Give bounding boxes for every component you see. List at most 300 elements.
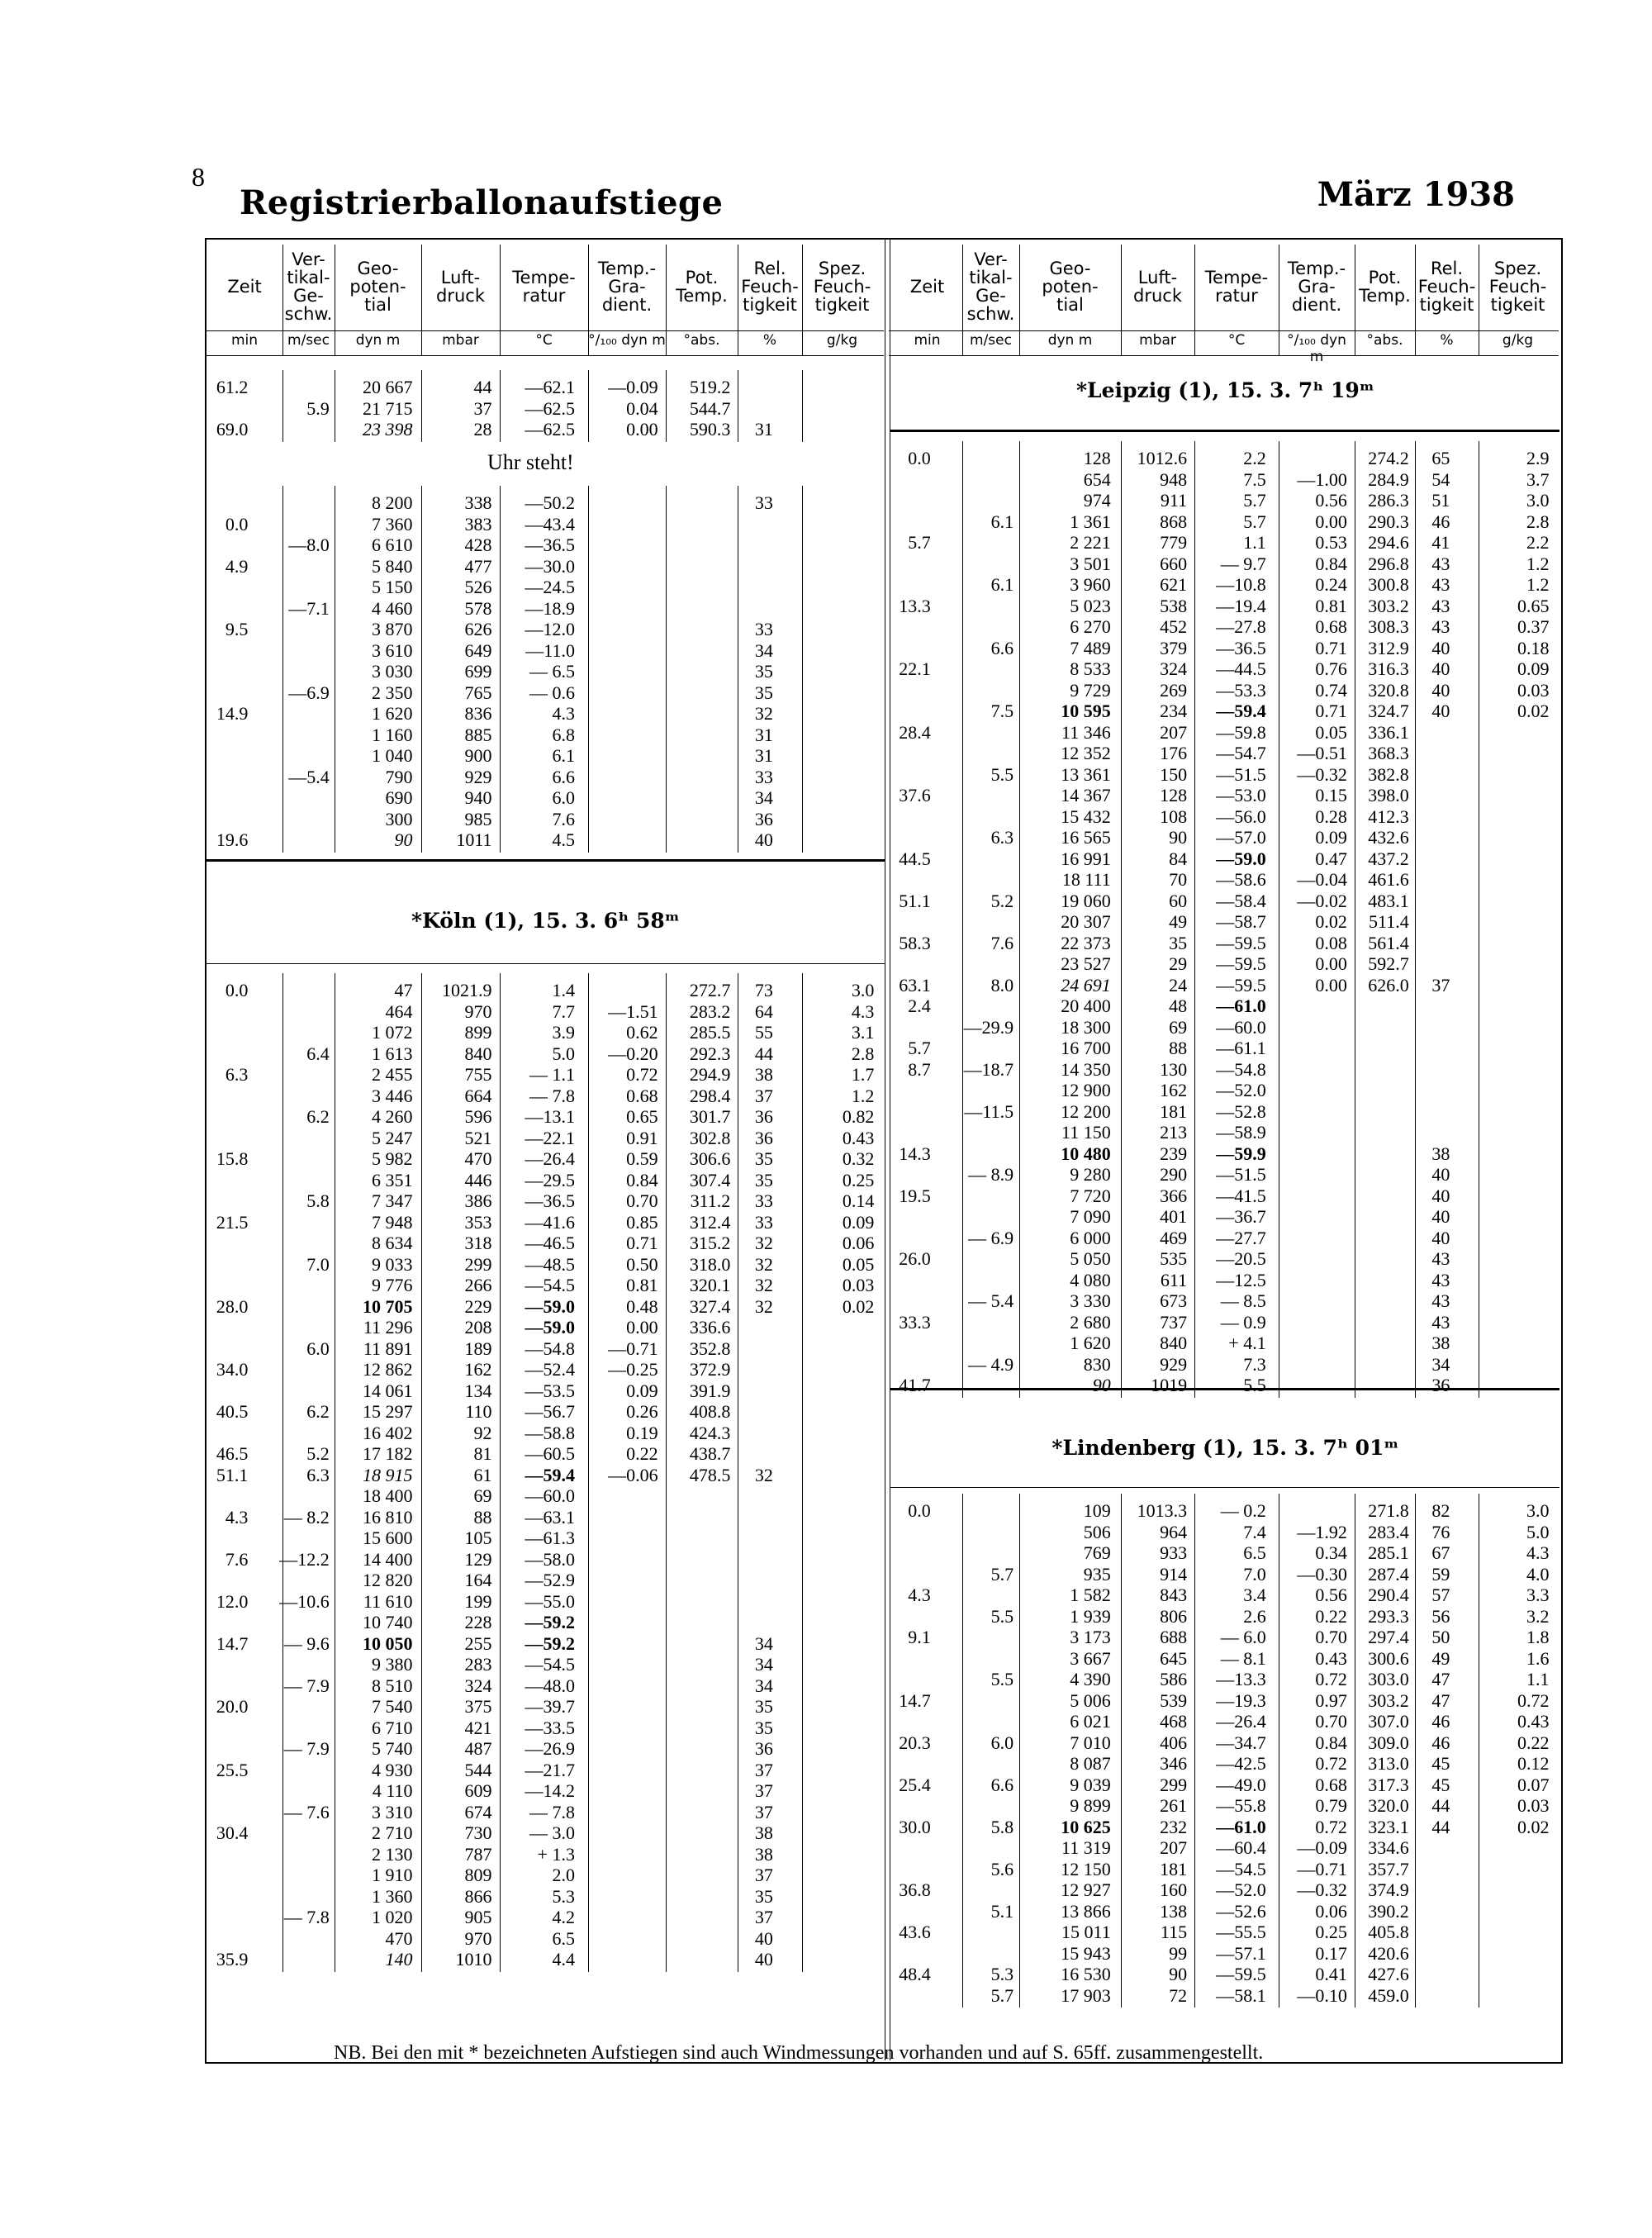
- leipzig-luftdruck: 737: [1160, 1311, 1188, 1333]
- leipzig-row: [0, 743, 1652, 763]
- left-mid-geopot: 90: [394, 829, 413, 850]
- leipzig-geopot: 974: [1083, 490, 1111, 511]
- koeln-geopot: 7 347: [372, 1190, 413, 1211]
- koeln-pot: 336.6: [689, 1317, 731, 1338]
- lindenberg-relf: 47: [1431, 1669, 1450, 1689]
- left-mid-luftdruck: 885: [464, 724, 492, 745]
- leipzig-luftdruck: 239: [1160, 1143, 1188, 1164]
- koeln-temp: — 7.8: [529, 1801, 575, 1822]
- leipzig-temp: — 0.9: [1220, 1311, 1266, 1333]
- koeln-relf: 64: [754, 1000, 773, 1022]
- page-month: März 1938: [1317, 175, 1515, 214]
- koeln-temp: 4.4: [552, 1949, 575, 1970]
- left-mid-luftdruck: 526: [464, 577, 492, 597]
- koeln-temp: —54.5: [525, 1275, 575, 1295]
- left-mid-temp: 6.6: [552, 766, 575, 787]
- koeln-relf: 73: [754, 980, 773, 1000]
- left-unit-relf: %: [762, 332, 777, 349]
- koeln-pot: 372.9: [689, 1359, 731, 1380]
- leipzig-pot: 316.3: [1368, 658, 1409, 679]
- leipzig-geopot: 6 000: [1070, 1227, 1111, 1248]
- lindenberg-row: [0, 1500, 1652, 1521]
- leipzig-relf: 43: [1431, 1269, 1450, 1290]
- koeln-temp: —54.8: [525, 1338, 575, 1359]
- koeln-geopot: 1 020: [372, 1907, 413, 1927]
- lindenberg-temp: — 8.1: [1220, 1647, 1266, 1669]
- lindenberg-gradient: 0.68: [1315, 1774, 1347, 1795]
- koeln-geopot: 9 776: [372, 1275, 413, 1295]
- lindenberg-luftdruck: 299: [1160, 1774, 1188, 1795]
- leipzig-temp: —53.0: [1216, 785, 1266, 805]
- leipzig-luftdruck: 401: [1160, 1206, 1188, 1227]
- leipzig-row: [0, 785, 1652, 805]
- lindenberg-relf: 67: [1431, 1542, 1450, 1563]
- koeln-relf: 35: [754, 1148, 773, 1169]
- leipzig-spezf: 0.02: [1517, 701, 1550, 721]
- leipzig-luftdruck: 929: [1160, 1353, 1188, 1375]
- leipzig-luftdruck: 779: [1160, 532, 1188, 553]
- leipzig-gradient: 0.02: [1315, 911, 1347, 932]
- leipzig-gradient: 0.28: [1315, 805, 1347, 827]
- koeln-geopot: 5 247: [372, 1127, 413, 1148]
- leipzig-gradient: 0.00: [1315, 974, 1347, 995]
- koeln-luftdruck: 1010: [455, 1949, 492, 1970]
- left-mid-geopot: 5 150: [372, 577, 413, 597]
- left-top-zeit: 61.2: [216, 377, 249, 397]
- koeln-vert: — 7.8: [283, 1907, 330, 1927]
- lindenberg-relf: 44: [1431, 1816, 1450, 1837]
- left-mid-temp: 4.5: [552, 829, 575, 850]
- page-number: 8: [192, 162, 205, 192]
- koeln-geopot: 16 810: [363, 1506, 413, 1528]
- koeln-relf: 38: [754, 1822, 773, 1843]
- koeln-geopot: 12 820: [363, 1570, 413, 1590]
- koeln-temp: —58.0: [525, 1548, 575, 1570]
- koeln-luftdruck: 866: [464, 1885, 492, 1907]
- leipzig-temp: —54.8: [1216, 1058, 1266, 1080]
- left-header-vert: Ver- tikal- Ge- schw.: [284, 249, 333, 324]
- leipzig-row: [0, 1270, 1652, 1290]
- lindenberg-geopot: 3 667: [1070, 1647, 1111, 1669]
- lindenberg-temp: —49.0: [1216, 1774, 1266, 1795]
- leipzig-row: [0, 1186, 1652, 1206]
- leipzig-geopot: 8 533: [1070, 658, 1111, 679]
- leipzig-gradient: —0.51: [1297, 743, 1347, 763]
- koeln-temp: —60.0: [525, 1485, 575, 1506]
- lindenberg-pot: 313.0: [1368, 1753, 1409, 1774]
- leipzig-vert: 7.6: [990, 932, 1014, 953]
- leipzig-zeit: 26.0: [899, 1248, 931, 1269]
- lindenberg-luftdruck: 261: [1160, 1795, 1188, 1816]
- koeln-zeit: 7.6: [225, 1548, 249, 1570]
- leipzig-temp: —60.0: [1216, 1016, 1266, 1038]
- leipzig-row: [0, 532, 1652, 553]
- lindenberg-row: [0, 1922, 1652, 1942]
- leipzig-pot: 308.3: [1368, 616, 1409, 637]
- left-top-geopot: 20 667: [363, 377, 413, 397]
- koeln-geopot: 10 740: [363, 1612, 413, 1632]
- leipzig-luftdruck: 35: [1169, 932, 1188, 953]
- koeln-temp: —58.8: [525, 1422, 575, 1443]
- koeln-geopot: 11 891: [363, 1338, 413, 1359]
- left-mid-relf: 34: [754, 787, 773, 808]
- koeln-temp: —59.2: [525, 1632, 575, 1654]
- lindenberg-gradient: 0.25: [1315, 1922, 1347, 1942]
- left-mid-luftdruck: 985: [464, 808, 492, 829]
- koeln-luftdruck: 730: [464, 1822, 492, 1843]
- koeln-temp: —52.4: [525, 1359, 575, 1380]
- leipzig-temp: 1.1: [1243, 532, 1266, 553]
- left-mid-geopot: 1 040: [372, 745, 413, 766]
- lindenberg-spezf: 0.43: [1517, 1711, 1550, 1732]
- lindenberg-gradient: 0.22: [1315, 1605, 1347, 1627]
- leipzig-row: [0, 806, 1652, 827]
- koeln-luftdruck: 110: [465, 1401, 492, 1422]
- koeln-zeit: 30.4: [216, 1822, 249, 1843]
- leipzig-row: [0, 891, 1652, 911]
- left-mid-temp: 7.6: [552, 808, 575, 829]
- leipzig-gradient: 0.84: [1315, 553, 1347, 574]
- leipzig-relf: 43: [1431, 553, 1450, 574]
- koeln-temp: —21.7: [525, 1759, 575, 1780]
- lindenberg-pot: 303.2: [1368, 1689, 1409, 1711]
- leipzig-geopot: 6 270: [1070, 616, 1111, 637]
- koeln-luftdruck: 228: [464, 1612, 492, 1632]
- lindenberg-zeit: 14.7: [899, 1689, 931, 1711]
- leipzig-geopot: 20 307: [1061, 911, 1111, 932]
- left-mid-geopot: 2 350: [372, 682, 413, 703]
- leipzig-luftdruck: 130: [1160, 1058, 1188, 1080]
- leipzig-geopot: 2 680: [1070, 1311, 1111, 1333]
- koeln-temp: 2.0: [552, 1865, 575, 1885]
- left-mid-zeit: 9.5: [225, 619, 249, 639]
- leipzig-geopot: 11 150: [1061, 1122, 1111, 1143]
- leipzig-pot: 324.7: [1368, 701, 1409, 721]
- lindenberg-gradient: 0.72: [1315, 1816, 1347, 1837]
- lindenberg-geopot: 10 625: [1061, 1816, 1111, 1837]
- lindenberg-row: [0, 1837, 1652, 1858]
- koeln-geopot: 14 400: [363, 1548, 413, 1570]
- leipzig-relf: 40: [1431, 1164, 1450, 1185]
- page-title: Registrierballonaufstiege: [240, 183, 724, 222]
- koeln-luftdruck: 162: [464, 1359, 492, 1380]
- leipzig-row: [0, 827, 1652, 848]
- koeln-zeit: 20.0: [216, 1696, 249, 1717]
- leipzig-luftdruck: 948: [1160, 468, 1188, 490]
- leipzig-geopot: 1 620: [1070, 1333, 1111, 1353]
- koeln-geopot: 15 297: [363, 1401, 413, 1422]
- koeln-luftdruck: 61: [473, 1464, 492, 1485]
- lindenberg-pot: 357.7: [1368, 1858, 1409, 1879]
- leipzig-gradient: 0.15: [1315, 785, 1347, 805]
- left-mid-luftdruck: 578: [464, 597, 492, 619]
- leipzig-pot: 592.7: [1368, 953, 1409, 974]
- lindenberg-pot: 293.3: [1368, 1605, 1409, 1627]
- lindenberg-pot: 290.4: [1368, 1585, 1409, 1605]
- leipzig-pot: 312.9: [1368, 637, 1409, 658]
- lindenberg-luftdruck: 645: [1160, 1647, 1188, 1669]
- lindenberg-temp: —42.5: [1216, 1753, 1266, 1774]
- leipzig-luftdruck: 673: [1160, 1290, 1188, 1311]
- lindenberg-spezf: 0.22: [1517, 1732, 1550, 1753]
- lindenberg-temp: —19.3: [1216, 1689, 1266, 1711]
- koeln-luftdruck: 1021.9: [442, 980, 492, 1000]
- left-mid-luftdruck: 900: [464, 745, 492, 766]
- leipzig-spezf: 0.65: [1517, 595, 1550, 616]
- left-top-pot: 519.2: [689, 377, 731, 397]
- left-unit-zeit: min: [230, 332, 259, 349]
- lindenberg-temp: 7.0: [1243, 1563, 1266, 1585]
- leipzig-gradient: 0.81: [1315, 595, 1347, 616]
- right-header-temp: Tempe- ratur: [1204, 268, 1269, 306]
- koeln-gradient: 0.84: [626, 1169, 658, 1190]
- leipzig-geopot: 14 350: [1061, 1058, 1111, 1080]
- koeln-geopot: 14 061: [363, 1380, 413, 1401]
- left-mid-relf: 32: [754, 703, 773, 724]
- leipzig-spezf: 0.09: [1517, 658, 1550, 679]
- leipzig-geopot: 654: [1083, 468, 1111, 490]
- koeln-temp: 5.3: [552, 1885, 575, 1907]
- leipzig-spezf: 0.37: [1517, 616, 1550, 637]
- koeln-luftdruck: 386: [464, 1190, 492, 1211]
- leipzig-row: [0, 469, 1652, 490]
- lindenberg-geopot: 11 319: [1061, 1837, 1111, 1858]
- koeln-temp: 4.2: [552, 1907, 575, 1927]
- leipzig-spezf: 0.03: [1517, 679, 1550, 701]
- leipzig-zeit: 63.1: [899, 974, 931, 995]
- leipzig-vert: 6.3: [990, 827, 1014, 848]
- lindenberg-pot: 427.6: [1368, 1964, 1409, 1984]
- lindenberg-relf: 50: [1431, 1627, 1450, 1647]
- koeln-geopot: 6 710: [372, 1717, 413, 1738]
- right-unit-luftdruck: mbar: [1139, 332, 1176, 349]
- leipzig-luftdruck: 48: [1169, 995, 1188, 1016]
- right-header-zeit: Zeit: [909, 277, 945, 297]
- leipzig-temp: —10.8: [1216, 574, 1266, 595]
- lindenberg-spezf: 4.3: [1526, 1542, 1550, 1563]
- left-mid-temp: —30.0: [525, 555, 575, 577]
- koeln-geopot: 1 613: [372, 1043, 413, 1064]
- koeln-luftdruck: 324: [464, 1675, 492, 1696]
- koeln-pot: 294.9: [689, 1064, 731, 1085]
- leipzig-pot: 320.8: [1368, 679, 1409, 701]
- lindenberg-pot: 320.0: [1368, 1795, 1409, 1816]
- leipzig-gradient: —0.04: [1297, 869, 1347, 890]
- lindenberg-row: [0, 1879, 1652, 1900]
- lindenberg-pot: 271.8: [1368, 1500, 1409, 1521]
- leipzig-geopot: 9 280: [1070, 1164, 1111, 1185]
- left-header-temp: Tempe- ratur: [512, 268, 576, 306]
- leipzig-row: [0, 933, 1652, 953]
- leipzig-vert: 6.1: [990, 511, 1014, 532]
- lindenberg-geopot: 4 390: [1070, 1669, 1111, 1689]
- lindenberg-gradient: —0.09: [1297, 1837, 1347, 1858]
- lindenberg-geopot: 5 006: [1070, 1689, 1111, 1711]
- koeln-luftdruck: 189: [464, 1338, 492, 1359]
- leipzig-geopot: 9 729: [1070, 679, 1111, 701]
- lindenberg-zeit: 48.4: [899, 1964, 931, 1984]
- lindenberg-luftdruck: 72: [1169, 1984, 1188, 2006]
- leipzig-pot: 437.2: [1368, 848, 1409, 869]
- leipzig-luftdruck: 1012.6: [1137, 448, 1188, 468]
- lindenberg-relf: 59: [1431, 1563, 1450, 1585]
- koeln-spezf: 0.32: [842, 1148, 875, 1169]
- koeln-luftdruck: 470: [464, 1148, 492, 1169]
- leipzig-gradient: 0.56: [1315, 490, 1347, 511]
- left-top-zeit: 69.0: [216, 419, 249, 440]
- koeln-geopot: 4 930: [372, 1759, 413, 1780]
- koeln-vert: — 7.9: [283, 1738, 330, 1759]
- leipzig-geopot: 3 960: [1070, 574, 1111, 595]
- koeln-luftdruck: 609: [464, 1780, 492, 1801]
- leipzig-geopot: 20 400: [1061, 995, 1111, 1016]
- lindenberg-luftdruck: 232: [1160, 1816, 1188, 1837]
- lindenberg-geopot: 506: [1083, 1521, 1111, 1542]
- leipzig-luftdruck: 70: [1169, 869, 1188, 890]
- left-mid-luftdruck: 626: [464, 619, 492, 639]
- leipzig-row: [0, 1038, 1652, 1058]
- left-mid-temp: —50.2: [525, 492, 575, 513]
- lindenberg-geopot: 12 150: [1061, 1858, 1111, 1879]
- lindenberg-spezf: 5.0: [1526, 1521, 1550, 1542]
- lindenberg-gradient: 0.41: [1315, 1964, 1347, 1984]
- left-mid-temp: —43.4: [525, 513, 575, 535]
- koeln-luftdruck: 283: [464, 1654, 492, 1675]
- koeln-luftdruck: 255: [464, 1632, 492, 1654]
- leipzig-geopot: 1 361: [1070, 511, 1111, 532]
- lindenberg-relf: 76: [1431, 1521, 1450, 1542]
- lindenberg-pot: 285.1: [1368, 1542, 1409, 1563]
- leipzig-luftdruck: 379: [1160, 637, 1188, 658]
- koeln-geopot: 7 540: [372, 1696, 413, 1717]
- lindenberg-vert: 5.7: [990, 1563, 1014, 1585]
- leipzig-temp: —58.6: [1216, 869, 1266, 890]
- lindenberg-gradient: 0.79: [1315, 1795, 1347, 1816]
- left-mid-luftdruck: 940: [464, 787, 492, 808]
- koeln-spezf: 1.7: [851, 1064, 875, 1085]
- leipzig-row: [0, 490, 1652, 511]
- left-mid-geopot: 790: [385, 766, 413, 787]
- koeln-luftdruck: 544: [464, 1759, 492, 1780]
- lindenberg-geopot: 1 582: [1070, 1585, 1111, 1605]
- lindenberg-row: [0, 1648, 1652, 1669]
- left-top-geopot: 21 715: [363, 397, 413, 419]
- leipzig-luftdruck: 621: [1160, 574, 1188, 595]
- leipzig-luftdruck: 366: [1160, 1185, 1188, 1206]
- lindenberg-geopot: 1 939: [1070, 1605, 1111, 1627]
- koeln-temp: —29.5: [525, 1169, 575, 1190]
- left-unit-pot: °abs.: [683, 332, 720, 349]
- leipzig-row: [0, 574, 1652, 595]
- left-mid-relf: 31: [754, 745, 773, 766]
- leipzig-vert: 8.0: [990, 974, 1014, 995]
- koeln-geopot: 1 360: [372, 1885, 413, 1907]
- leipzig-row: [0, 848, 1652, 869]
- koeln-zeit: 12.0: [216, 1590, 249, 1612]
- leipzig-pot: 511.4: [1369, 911, 1409, 932]
- left-header-relf: Rel. Feuch- tigkeit: [741, 259, 799, 315]
- leipzig-row: [0, 1059, 1652, 1080]
- leipzig-relf: 43: [1431, 1311, 1450, 1333]
- koeln-relf: 38: [754, 1843, 773, 1865]
- koeln-vert: — 7.9: [283, 1675, 330, 1696]
- lindenberg-luftdruck: 90: [1169, 1964, 1188, 1984]
- left-top-vert: 5.9: [306, 397, 330, 419]
- leipzig-geopot: 18 111: [1061, 869, 1111, 890]
- lindenberg-row: [0, 1753, 1652, 1774]
- koeln-geopot: 9 380: [372, 1654, 413, 1675]
- leipzig-gradient: 0.05: [1315, 721, 1347, 743]
- lindenberg-spezf: 3.3: [1526, 1585, 1550, 1605]
- leipzig-temp: 7.5: [1243, 468, 1266, 490]
- left-mid-geopot: 1 620: [372, 703, 413, 724]
- leipzig-gradient: 0.47: [1315, 848, 1347, 869]
- koeln-temp: — 3.0: [529, 1822, 575, 1843]
- left-mid-geopot: 4 460: [372, 597, 413, 619]
- left-mid-relf: 33: [754, 766, 773, 787]
- leipzig-luftdruck: 24: [1169, 974, 1188, 995]
- left-mid-luftdruck: 699: [464, 661, 492, 682]
- lindenberg-gradient: —0.30: [1297, 1563, 1347, 1585]
- left-mid-geopot: 5 840: [372, 555, 413, 577]
- lindenberg-relf: 47: [1431, 1689, 1450, 1711]
- koeln-luftdruck: 318: [464, 1233, 492, 1253]
- leipzig-row: [0, 1248, 1652, 1269]
- koeln-vert: 5.8: [306, 1190, 330, 1211]
- leipzig-relf: 54: [1431, 468, 1450, 490]
- koeln-zeit: 4.3: [225, 1506, 249, 1528]
- lindenberg-geopot: 13 866: [1061, 1900, 1111, 1922]
- leipzig-luftdruck: 181: [1160, 1100, 1188, 1122]
- koeln-geopot: 8 634: [372, 1233, 413, 1253]
- koeln-luftdruck: 353: [464, 1211, 492, 1233]
- leipzig-temp: —27.7: [1216, 1227, 1266, 1248]
- lindenberg-pot: 323.1: [1368, 1816, 1409, 1837]
- lindenberg-luftdruck: 586: [1160, 1669, 1188, 1689]
- leipzig-geopot: 11 346: [1061, 721, 1111, 743]
- koeln-geopot: 140: [385, 1949, 413, 1970]
- leipzig-geopot: 3 501: [1070, 553, 1111, 574]
- koeln-luftdruck: 787: [464, 1843, 492, 1865]
- left-mid-geopot: 7 360: [372, 513, 413, 535]
- lindenberg-row: [0, 1985, 1652, 2006]
- leipzig-row: [0, 1290, 1652, 1311]
- lindenberg-row: [0, 1711, 1652, 1732]
- koeln-luftdruck: 899: [464, 1022, 492, 1043]
- lindenberg-temp: 7.4: [1243, 1521, 1266, 1542]
- koeln-geopot: 15 600: [363, 1528, 413, 1548]
- right-unit-temp: °C: [1227, 332, 1246, 349]
- koeln-temp: —48.0: [525, 1675, 575, 1696]
- koeln-temp: — 7.8: [529, 1085, 575, 1106]
- left-top-temp: —62.5: [525, 419, 575, 440]
- leipzig-vert: — 8.9: [968, 1164, 1014, 1185]
- lindenberg-spezf: 0.72: [1517, 1689, 1550, 1711]
- lindenberg-geopot: 8 087: [1070, 1753, 1111, 1774]
- koeln-spezf: 3.1: [851, 1022, 875, 1043]
- koeln-temp: —63.1: [525, 1506, 575, 1528]
- lindenberg-gradient: 0.70: [1315, 1627, 1347, 1647]
- koeln-luftdruck: 229: [464, 1295, 492, 1317]
- left-mid-relf: 35: [754, 661, 773, 682]
- koeln-pot: 318.0: [689, 1253, 731, 1275]
- leipzig-temp: —54.7: [1216, 743, 1266, 763]
- koeln-vert: —12.2: [279, 1548, 330, 1570]
- koeln-relf: 36: [754, 1738, 773, 1759]
- lindenberg-geopot: 109: [1083, 1500, 1111, 1521]
- leipzig-row: [0, 1164, 1652, 1185]
- leipzig-luftdruck: 150: [1160, 763, 1188, 785]
